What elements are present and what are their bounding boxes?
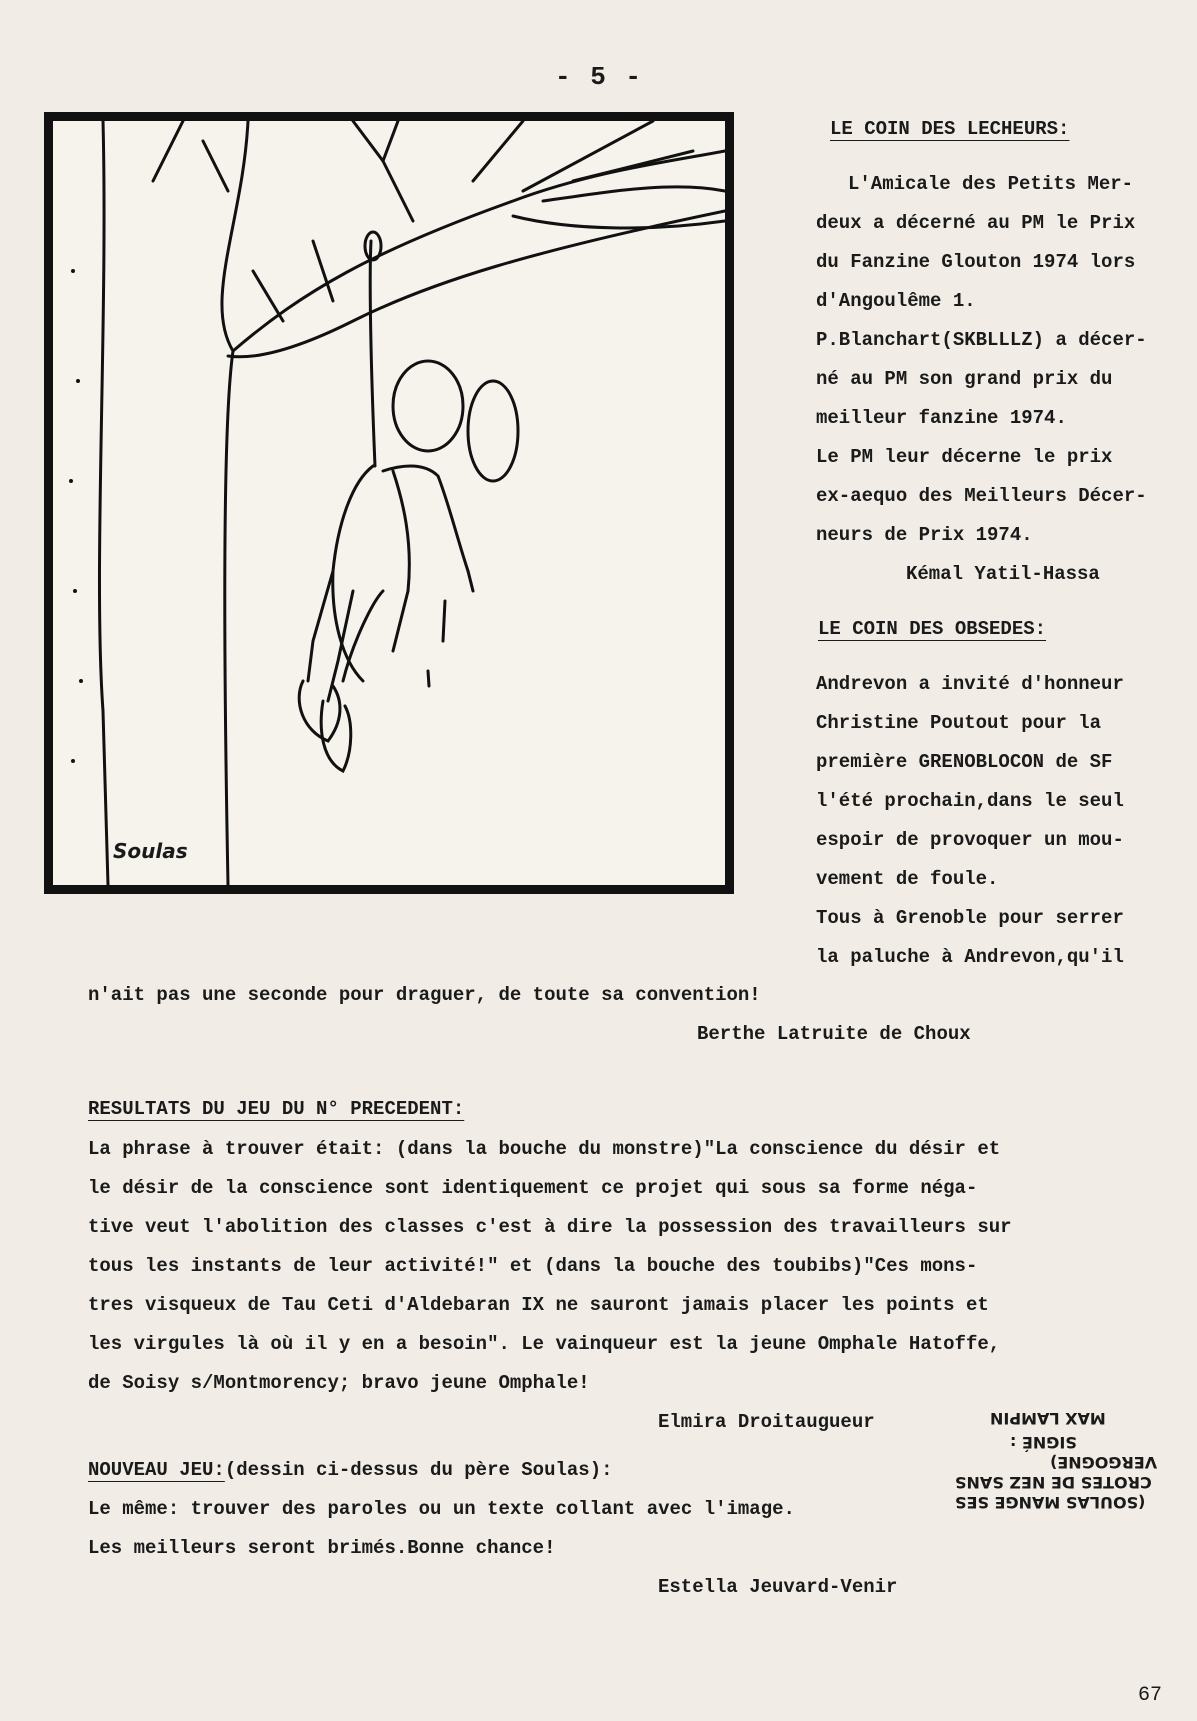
resultats-line-3: tive veut l'abolition des classes c'est à dire la possession des travailleurs sur (88, 1216, 1012, 1238)
nouveau-jeu-heading-row (88, 1451, 613, 1490)
handwritten-line-2: SIGNÉ : (1010, 1433, 1077, 1452)
resultats-line-7: de Soisy s/Montmorency; bravo jeune Omphale! (88, 1372, 590, 1394)
resultats-line-5: tres visqueux de Tau Ceti d'Aldebaran IX ne sauront jamais placer les points et (88, 1294, 989, 1316)
lecheurs-line-5: P.Blanchart(SKBLLLZ) a décer- (816, 329, 1147, 351)
page-number: - 5 - (555, 62, 644, 92)
lecheurs-line-1: L'Amicale des Petits Mer- (848, 173, 1134, 195)
heading-resultats: RESULTATS DU JEU DU N° PRECEDENT: (88, 1098, 465, 1120)
nouveau-jeu-heading-rest: (dessin ci-dessus du père Soulas): (224, 1459, 613, 1481)
folio-number: 67 (1138, 1684, 1163, 1707)
obsedes-line-4: l'été prochain,dans le seul (816, 790, 1124, 812)
obsedes-line-8: la paluche à Andrevon,qu'il (816, 946, 1124, 968)
obsedes-author: Berthe Latruite de Choux (697, 1023, 971, 1045)
handwritten-line-5: (SOULAS MANGE SES (955, 1493, 1146, 1512)
obsedes-line-2: Christine Poutout pour la (816, 712, 1102, 734)
handwritten-line-1: MAX LAMPIN (990, 1409, 1106, 1428)
hanged-figure-drawing (53, 121, 725, 885)
obsedes-continuation: n'ait pas une seconde pour draguer, de toute sa convention! (88, 984, 761, 1006)
lecheurs-author: Kémal Yatil-Hassa (906, 563, 1100, 585)
obsedes-line-1: Andrevon a invité d'honneur (816, 673, 1124, 695)
nouveau-jeu-author: Estella Jeuvard-Venir (658, 1576, 898, 1598)
cartoon-illustration (44, 112, 734, 894)
obsedes-line-7: Tous à Grenoble pour serrer (816, 907, 1124, 929)
obsedes-line-6: vement de foule. (816, 868, 999, 890)
lecheurs-line-4: d'Angoulême 1. (816, 290, 976, 312)
resultats-author: Elmira Droitaugueur (658, 1411, 875, 1433)
nouveau-jeu-line-1: Le même: trouver des paroles ou un texte collant avec l'image. (88, 1498, 795, 1520)
nouveau-jeu-line-2: Les meilleurs seront brimés.Bonne chance! (88, 1537, 556, 1559)
lecheurs-line-9: ex-aequo des Meilleurs Décer- (816, 485, 1147, 507)
heading-coin-obsedes: LE COIN DES OBSEDES: (818, 618, 1047, 640)
lecheurs-line-2: deux a décerné au PM le Prix (816, 212, 1136, 234)
lecheurs-line-3: du Fanzine Glouton 1974 lors (816, 251, 1136, 273)
artist-signature: Soulas (113, 839, 188, 863)
resultats-line-1: La phrase à trouver était: (dans la bouche du monstre)"La conscience du désir et (88, 1138, 1001, 1160)
lecheurs-line-10: neurs de Prix 1974. (816, 524, 1033, 546)
resultats-line-2: le désir de la conscience sont identiquement ce projet qui sous sa forme néga- (88, 1177, 978, 1199)
handwritten-line-3: VERGOGNE) (1050, 1453, 1158, 1472)
resultats-line-6: les virgules là où il y en a besoin". Le vainqueur est la jeune Omphale Hatoffe, (88, 1333, 1001, 1355)
lecheurs-line-8: Le PM leur décerne le prix (816, 446, 1113, 468)
lecheurs-line-7: meilleur fanzine 1974. (816, 407, 1067, 429)
lecheurs-line-6: né au PM son grand prix du (816, 368, 1113, 390)
heading-coin-lecheurs: LE COIN DES LECHEURS: (830, 118, 1070, 140)
obsedes-line-5: espoir de provoquer un mou- (816, 829, 1124, 851)
heading-nouveau-jeu: NOUVEAU JEU: (88, 1459, 225, 1481)
obsedes-line-3: première GRENOBLOCON de SF (816, 751, 1113, 773)
handwritten-line-4: CROTES DE NEZ SANS (955, 1473, 1152, 1492)
resultats-line-4: tous les instants de leur activité!" et (dans la bouche des toubibs)"Ces mons- (88, 1255, 978, 1277)
